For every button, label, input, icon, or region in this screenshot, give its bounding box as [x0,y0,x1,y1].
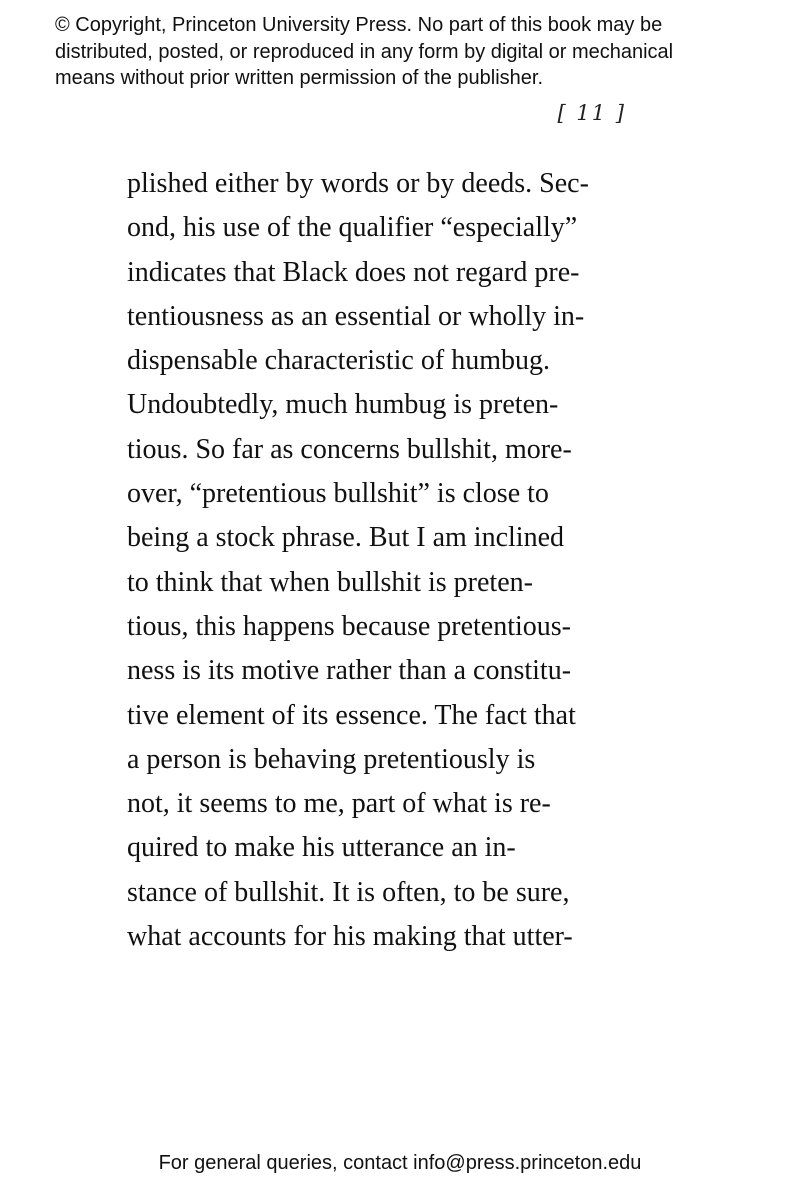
copyright-line: © Copyright, Princeton University Press. No part of this book may be [55,14,663,36]
text-line: tious. So far as concerns bullshit, more- [127,433,572,465]
text-line: ness is its motive rather than a constitu- [127,655,572,687]
text-line: tive element of its essence. The fact that [127,699,576,731]
copyright-line: means without prior written permission of the publisher. [55,67,544,89]
text-line: not, it seems to me, part of what is re- [127,788,551,820]
copyright-line: distributed, posted, or reproduced in any form by digital or mechanical [55,40,674,63]
text-line: tious, this happens because pretentious- [127,610,572,642]
text-line: dispensable characteristic of humbug. [127,345,550,377]
page-number: [ 11 ] [557,101,626,125]
text-line: plished either by words or by deeds. Sec- [127,168,589,199]
text-line: tentiousness as an essential or wholly in- [127,300,585,332]
text-line: being a stock phrase. But I am inclined [127,522,564,554]
text-line: ond, his use of the qualifier “especially” [127,212,578,244]
text-line: what accounts for his making that utter- [127,921,573,953]
body-text [127,162,647,959]
text-line: over, “pretentious bullshit” is close to [127,478,549,510]
footer-contact: For general queries, contact info@press.princeton.edu [158,1152,642,1174]
text-line: Undoubtedly, much humbug is preten- [127,389,559,421]
text-line: indicates that Black does not regard pre- [127,256,580,288]
text-line: to think that when bullshit is preten- [127,566,533,598]
text-line: a person is behaving pretentiously is [127,743,536,775]
copyright-notice [55,12,775,92]
text-line: stance of bullshit. It is often, to be sure, [127,876,570,908]
text-line: quired to make his utterance an in- [127,832,516,864]
